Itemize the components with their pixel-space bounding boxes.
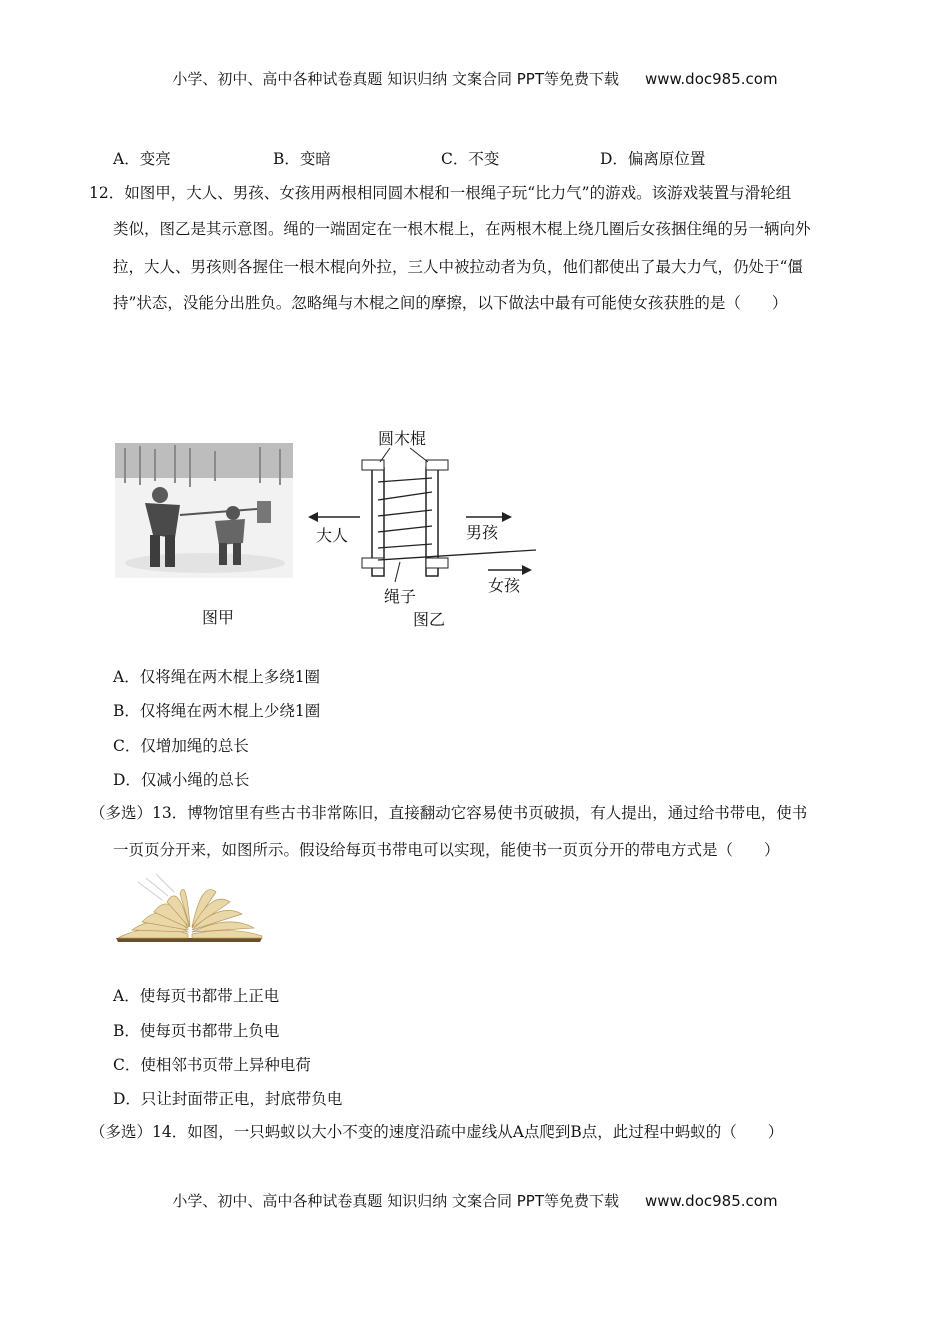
- q12-stem-line-4: 持”状态，没能分出胜负。忽略绳与木棍之间的摩擦，以下做法中最有可能使女孩获胜的是（ ）: [113, 294, 788, 312]
- q13-stem-line-2: 一页页分开来，如图所示。假设给每页书带电可以实现，能使书一页页分开的带电方式是（ ）: [113, 841, 780, 859]
- open-book-image: [112, 872, 267, 944]
- label-rope: 绳子: [384, 587, 417, 606]
- book-icon: [112, 872, 267, 944]
- q12-option-c: C．仅增加绳的总长: [113, 737, 249, 755]
- q12-stem-line-3: 拉，大人、男孩则各握住一根木棍向外拉，三人中被拉动者为负，他们都使出了最大力气，仍处于“僵: [113, 258, 803, 276]
- footer-text: 小学、初中、高中各种试卷真题 知识归纳 文案合同 PPT等免费下载: [172, 1192, 619, 1210]
- header-url[interactable]: www.doc985.com: [644, 70, 778, 88]
- page-footer: [0, 1190, 950, 1211]
- label-girl: 女孩: [488, 576, 521, 595]
- q14-stem-line-1: （多选）14．如图，一只蚂蚁以大小不变的速度沿疏中虚线从A点爬到B点，此过程中蚂蚁的（ ）: [90, 1123, 784, 1141]
- q13-stem-line-1: （多选）13．博物馆里有些古书非常陈旧，直接翻动它容易使书页破损，有人提出，通过给书带电，使书: [90, 804, 808, 822]
- label-adult: 大人: [316, 526, 349, 545]
- q11-option-b: B．变暗: [273, 150, 331, 168]
- figure-yi-caption: 图乙: [413, 610, 446, 629]
- q13-option-d: D．只让封面带正电，封底带负电: [113, 1090, 343, 1108]
- page-header: [0, 68, 950, 89]
- q12-option-b: B．仅将绳在两木棍上少绕1圈: [113, 702, 321, 720]
- footer-url[interactable]: www.doc985.com: [644, 1192, 778, 1210]
- label-rod: 圆木棍: [378, 429, 427, 448]
- figure-jia-photo: [115, 443, 293, 578]
- q12-stem-line-2: 类似，图乙是其示意图。绳的一端固定在一根木棍上，在两根木棍上绕几圈后女孩捆住绳的另一辆向外: [113, 220, 811, 238]
- q12-option-a: A．仅将绳在两木棍上多绕1圈: [113, 668, 321, 686]
- header-text: 小学、初中、高中各种试卷真题 知识归纳 文案合同 PPT等免费下载: [172, 70, 619, 88]
- tug-of-war-photo: [115, 443, 293, 578]
- q13-option-b: B．使每页书都带上负电: [113, 1022, 280, 1040]
- q13-option-c: C．使相邻书页带上异种电荷: [113, 1056, 311, 1074]
- q12-option-d: D．仅减小绳的总长: [113, 771, 250, 789]
- figure-jia-caption: 图甲: [202, 608, 235, 627]
- q13-option-a: A．使每页书都带上正电: [113, 987, 280, 1005]
- q11-option-d: D．偏离原位置: [600, 150, 706, 168]
- label-boy: 男孩: [466, 523, 499, 542]
- q12-stem-line-1: 12．如图甲，大人、男孩、女孩用两根相同圆木棍和一根绳子玩“比力气”的游戏。该游戏装置与滑轮组: [89, 184, 792, 202]
- q11-option-a: A．变亮: [113, 150, 171, 168]
- figure-yi-diagram: [300, 420, 560, 630]
- q11-option-c: C．不变: [441, 150, 500, 168]
